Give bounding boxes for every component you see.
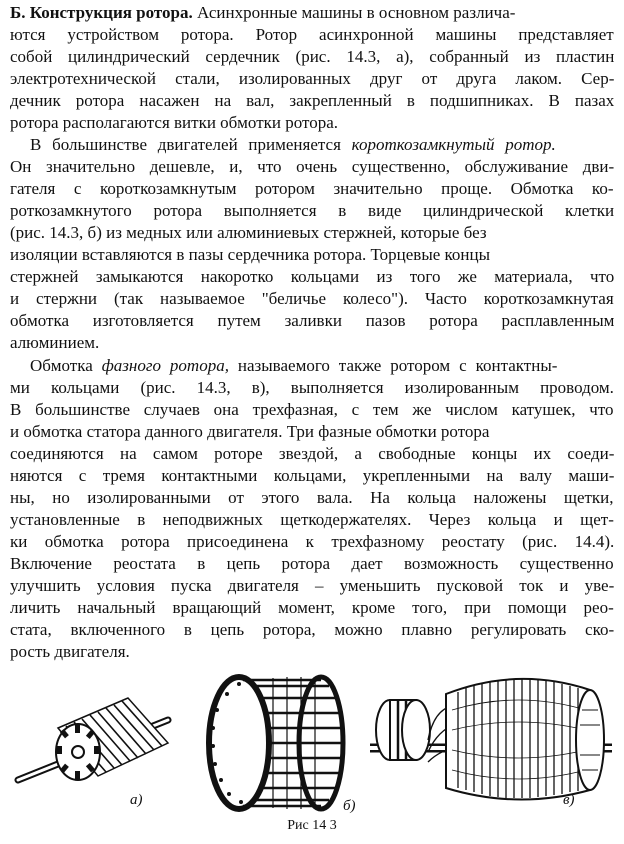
text-line: (рис. 14.3, б) из медных или алюминиевых стержней, которые без bbox=[10, 223, 487, 242]
text-segment: В большинстве двигателей применяется bbox=[30, 135, 341, 154]
text-line: улучшить условия пуска двигателя – уменьшить пусковой ток и уве- bbox=[10, 576, 615, 595]
text-line: изоляции вставляются в пазы сердечника ротора. Торцевые концы bbox=[10, 245, 491, 264]
text-line bbox=[30, 134, 556, 156]
text-line: роткозамкнутого ротора выполняется в виде цилиндрической клетки bbox=[10, 201, 615, 220]
text-line: и обмотка статора данного двигателя. Три фазные обмотки ротора bbox=[10, 422, 490, 441]
text-segment: Обмотка bbox=[30, 356, 93, 375]
text-line: и стержни (так называемое "беличье колесо"). Часто короткозамкнутая bbox=[10, 289, 614, 308]
section-heading: Б. Конструкция ротора. bbox=[10, 3, 193, 22]
rotor-core-drawing bbox=[18, 688, 178, 798]
squirrel-cage-drawing bbox=[203, 668, 353, 818]
text-line: установленные в неподвижных щеткодержателях. Через кольца и щет- bbox=[10, 510, 614, 529]
text-line: гателя с короткозамкнутым ротором значительно проще. Обмотка ко- bbox=[10, 179, 614, 198]
figure-label-c: в) bbox=[563, 792, 575, 808]
text-segment: называемого также ротором с контактны- bbox=[237, 356, 558, 375]
text-line: рость двигателя. bbox=[10, 642, 130, 661]
text-line: алюминием. bbox=[10, 333, 100, 352]
text-line bbox=[10, 2, 614, 24]
text-line: ки обмотка ротора присоединена к трехфазному реостату (рис. 14.4). bbox=[10, 532, 615, 551]
text-line: стата, включенного в цепь ротора, можно плавно регулировать ско- bbox=[10, 620, 615, 639]
text-line: ротора располагаются витки обмотки ротора. bbox=[10, 113, 339, 132]
text-line: Включение реостата в цепь ротора дает возможность существенно bbox=[10, 554, 614, 573]
term-squirrel-cage: короткозамкнутый ротор. bbox=[351, 135, 556, 154]
text-line: электротехнической стали, изолированных друг от друга лаком. Сер- bbox=[10, 69, 615, 88]
figure-caption: Рис 14 3 bbox=[287, 818, 337, 833]
figure-label-b: б) bbox=[343, 798, 356, 814]
text-line: собой цилиндрический сердечник (рис. 14.3, а), собранный из пластин bbox=[10, 47, 615, 66]
figure-label-a: а) bbox=[130, 792, 143, 808]
text-line: обмотка изготовляется путем заливки пазов ротора расплавленным bbox=[10, 311, 615, 330]
wound-rotor-drawing bbox=[368, 670, 618, 810]
text-line: Он значительно дешевле, и, что очень существенно, обслуживание дви- bbox=[10, 157, 615, 176]
text-line: няются с тремя контактными кольцами, укрепленными на валу маши- bbox=[10, 466, 615, 485]
term-wound-rotor: фазного ротора, bbox=[101, 356, 229, 375]
text-line: дечник ротора насажен на вал, закрепленный в подшипниках. В пазах bbox=[10, 91, 615, 110]
text-line bbox=[30, 355, 557, 377]
text-line: ются устройством ротора. Ротор асинхронной машины представляет bbox=[10, 25, 614, 44]
text-line: ми кольцами (рис. 14.3, в), выполняется изолированным проводом. bbox=[10, 378, 614, 397]
text-line: стержней замыкаются накоротко кольцами из того же материала, что bbox=[10, 267, 615, 286]
text-line: ны, но изолированными от этого вала. На кольца наложены щетки, bbox=[10, 488, 614, 507]
text-line: соединяются на самом роторе звездой, а свободные концы их соеди- bbox=[10, 444, 615, 463]
text-segment: Асинхронные машины в основном различа- bbox=[197, 3, 516, 22]
text-line: личить начальный вращающий момент, кроме того, при помощи рео- bbox=[10, 598, 614, 617]
text-line: В большинстве случаев она трехфазная, с тем же числом катушек, что bbox=[10, 400, 614, 419]
